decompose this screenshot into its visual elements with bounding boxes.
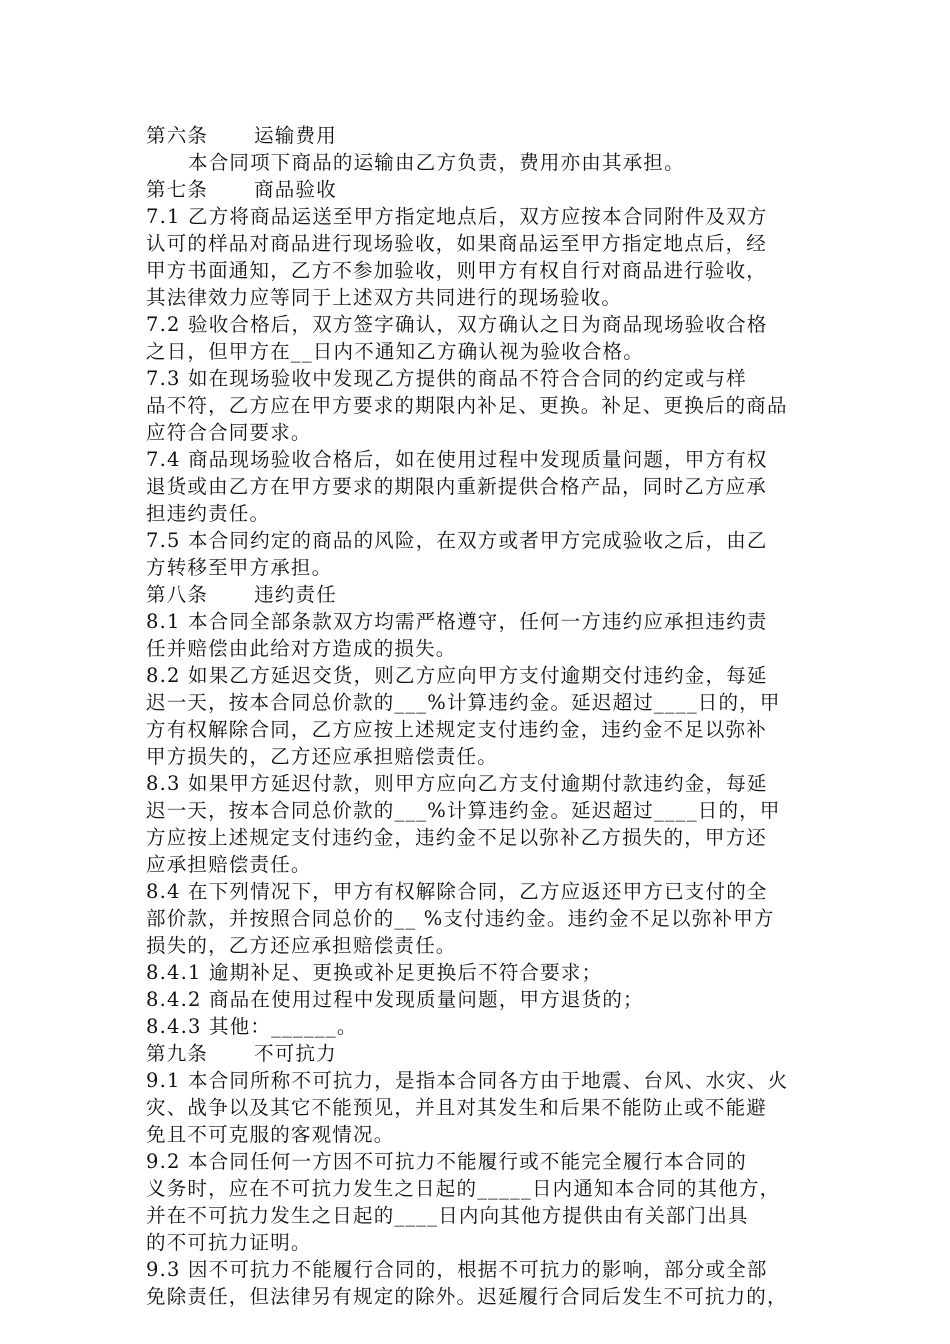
paragraph-line: 8.3 如果甲方延迟付款，则甲方应向乙方支付逾期付款违约金，每延: [146, 772, 768, 795]
paragraph-line: 部价款，并按照合同总价的__ %支付违约金。违约金不足以弥补甲方: [146, 907, 775, 930]
paragraph-line: 7.4 商品现场验收合格后，如在使用过程中发现质量问题，甲方有权: [146, 448, 768, 471]
paragraph-line: 损失的，乙方还应承担赔偿责任。: [146, 934, 457, 957]
paragraph-line: 品不符，乙方应在甲方要求的期限内补足、更换。补足、更换后的商品: [146, 394, 788, 417]
paragraph-line: 7.1 乙方将商品运送至甲方指定地点后，双方应按本合同附件及双方: [146, 205, 768, 228]
paragraph-line: 方有权解除合同，乙方应按上述规定支付违约金，违约金不足以弥补: [146, 718, 768, 741]
article-heading: [146, 122, 814, 149]
article-heading: [146, 176, 814, 203]
article-number: 第九条: [146, 1042, 209, 1065]
paragraph-line: 其法律效力应等同于上述双方共同进行的现场验收。: [146, 286, 623, 309]
paragraph-line: 退货或由乙方在甲方要求的期限内重新提供合格产品，同时乙方应承: [146, 475, 768, 498]
paragraph-line: 灾、战争以及其它不能预见，并且对其发生和后果不能防止或不能避: [146, 1096, 768, 1119]
paragraph-line: 9.3 因不可抗力不能履行合同的，根据不可抗力的影响，部分或全部: [146, 1258, 768, 1281]
paragraph-line: 免且不可克服的客观情况。: [146, 1123, 395, 1146]
paragraph-line: 7.5 本合同约定的商品的风险，在双方或者甲方完成验收之后，由乙: [146, 529, 768, 552]
paragraph-line: 甲方书面通知，乙方不参加验收，则甲方有权自行对商品进行验收，: [146, 259, 768, 282]
article-number: 第七条: [146, 178, 209, 201]
paragraph-line: 8.4.3 其他：______。: [146, 1015, 358, 1038]
article-heading: [146, 1040, 814, 1067]
paragraph-line: 的不可抗力证明。: [146, 1231, 312, 1254]
article-number: 第八条: [146, 583, 209, 606]
paragraph-line: 8.4 在下列情况下，甲方有权解除合同，乙方应返还甲方已支付的全: [146, 880, 768, 903]
paragraph-line-indented: 本合同项下商品的运输由乙方负责，费用亦由其承担。: [188, 151, 685, 174]
article-heading: [146, 581, 814, 608]
paragraph-line: 并在不可抗力发生之日起的____日内向其他方提供由有关部门出具: [146, 1204, 749, 1227]
paragraph-line: 9.1 本合同所称不可抗力，是指本合同各方由于地震、台风、水灾、火: [146, 1069, 789, 1092]
paragraph-line: 之日，但甲方在__日内不通知乙方确认视为验收合格。: [146, 340, 645, 363]
paragraph-line: 8.1 本合同全部条款双方均需严格遵守，任何一方违约应承担违约责: [146, 610, 768, 633]
article-title: 违约责任: [254, 583, 337, 606]
article-title: 不可抗力: [254, 1042, 337, 1065]
contract-page: [146, 122, 814, 1310]
paragraph-line: 应承担赔偿责任。: [146, 853, 312, 876]
paragraph-line: 7.2 验收合格后，双方签字确认，双方确认之日为商品现场验收合格: [146, 313, 768, 336]
paragraph-line: 方转移至甲方承担。: [146, 556, 333, 579]
paragraph-line: 担违约责任。: [146, 502, 271, 525]
paragraph-line: 免除责任，但法律另有规定的除外。迟延履行合同后发生不可抗力的，: [146, 1285, 788, 1308]
paragraph-line: 任并赔偿由此给对方造成的损失。: [146, 637, 457, 660]
paragraph-line: 8.4.1 逾期补足、更换或补足更换后不符合要求；: [146, 961, 603, 984]
paragraph-line: 方应按上述规定支付违约金，违约金不足以弥补乙方损失的，甲方还: [146, 826, 768, 849]
article-title: 商品验收: [254, 178, 337, 201]
paragraph-line: 应符合合同要求。: [146, 421, 312, 444]
article-number: 第六条: [146, 124, 209, 147]
article-title: 运输费用: [254, 124, 337, 147]
paragraph-line: 认可的样品对商品进行现场验收，如果商品运至甲方指定地点后，经: [146, 232, 768, 255]
paragraph-line: 8.2 如果乙方延迟交货，则乙方应向甲方支付逾期交付违约金，每延: [146, 664, 768, 687]
paragraph-line: 8.4.2 商品在使用过程中发现质量问题，甲方退货的；: [146, 988, 644, 1011]
paragraph-line: 7.3 如在现场验收中发现乙方提供的商品不符合合同的约定或与样: [146, 367, 747, 390]
paragraph-line: 迟一天，按本合同总价款的___%计算违约金。延迟超过____日的，甲: [146, 691, 781, 714]
paragraph-line: 甲方损失的，乙方还应承担赔偿责任。: [146, 745, 498, 768]
paragraph-line: 义务时，应在不可抗力发生之日起的_____日内通知本合同的其他方，: [146, 1177, 781, 1200]
paragraph-line: 9.2 本合同任何一方因不可抗力不能履行或不能完全履行本合同的: [146, 1150, 747, 1173]
paragraph-line: 迟一天，按本合同总价款的___%计算违约金。延迟超过____日的，甲: [146, 799, 781, 822]
